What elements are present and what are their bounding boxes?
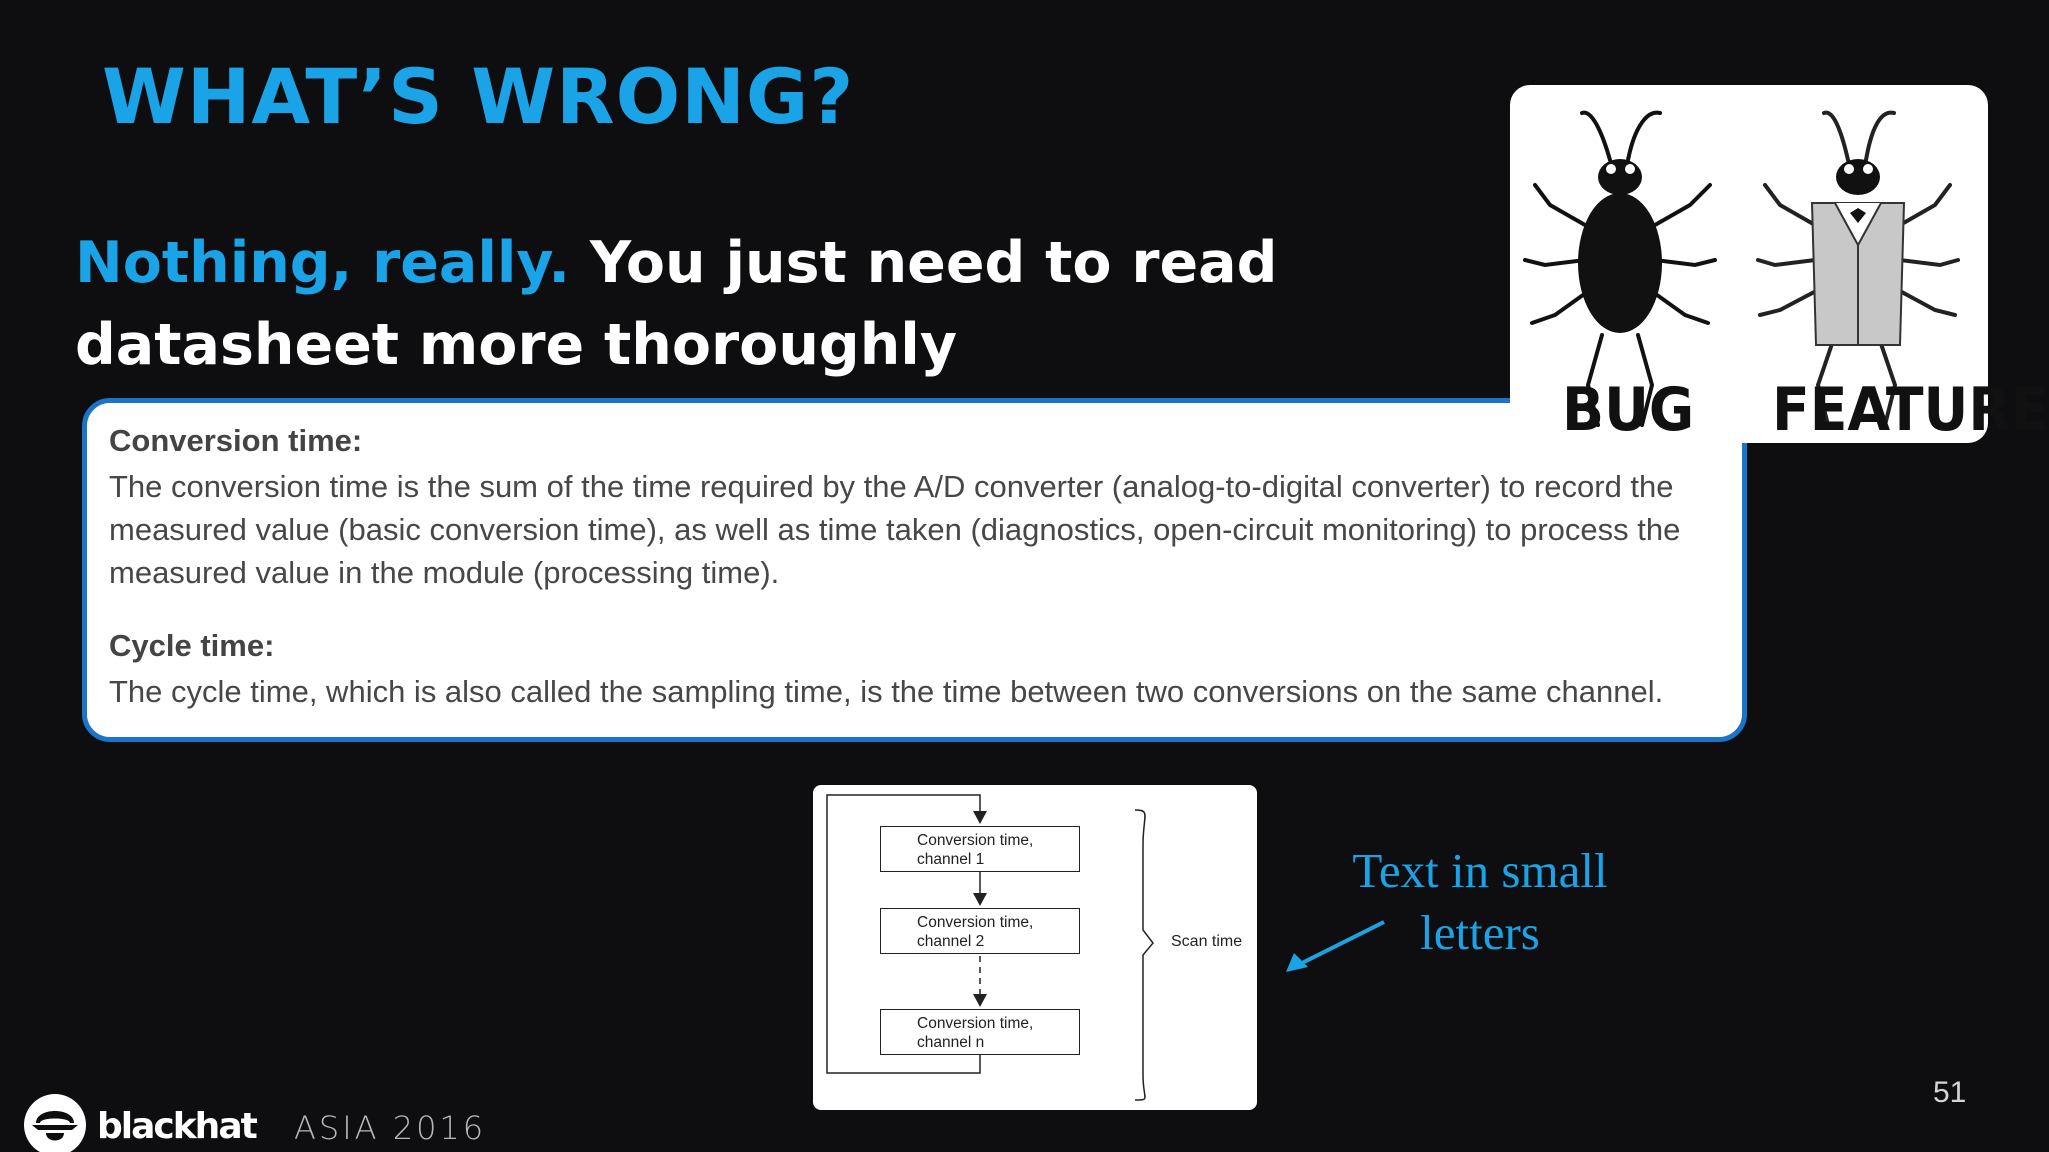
- datasheet-excerpt: [82, 398, 1747, 742]
- arrow-icon: [1280, 915, 1390, 975]
- bug-feature-illustration: [1510, 85, 2049, 445]
- subtitle-rest: You just need to read datasheet more thoroughly: [75, 230, 1278, 378]
- slide-subtitle: [75, 222, 1495, 386]
- scan-time-label: Scan time: [1171, 933, 1243, 950]
- conversion-time-text: The conversion time is the sum of the time required by the A/D converter (analog-to-digital converter) to record the measured value (basic conversion time), as well as time taken (diagnostics, open-circuit monitoring) to process the measured value in the module (processing time).: [109, 469, 1681, 590]
- bug-body: [1578, 193, 1662, 333]
- hat-icon: [22, 1093, 88, 1149]
- conversion-box-channel-1: Conversion time, channel 1: [880, 826, 1080, 872]
- conversion-time-heading: Conversion time:: [109, 423, 363, 458]
- blackhat-logo: [22, 1093, 502, 1149]
- conversion-box-channel-n: Conversion time, channel n: [880, 1009, 1080, 1055]
- subtitle-accent: Nothing, really.: [75, 230, 570, 296]
- small-letters-note: Text in small letters: [1352, 843, 1608, 960]
- slide-title: WHAT’S WRONG?: [102, 52, 855, 141]
- cycle-time-heading: Cycle time:: [109, 628, 275, 663]
- page-number: 51: [1933, 1076, 1967, 1109]
- cycle-time-text: The cycle time, which is also called the sampling time, is the time between two conversions on the same channel.: [109, 674, 1664, 709]
- feature-label: FEATURE: [1772, 375, 2049, 445]
- logo-event: ASIA 2016: [294, 1109, 487, 1147]
- conversion-box-channel-2: Conversion time, channel 2: [880, 908, 1080, 954]
- bug-label: BUG: [1562, 375, 1695, 445]
- scan-time-diagram: [813, 785, 1257, 1110]
- logo-brand: blackhat: [97, 1106, 256, 1147]
